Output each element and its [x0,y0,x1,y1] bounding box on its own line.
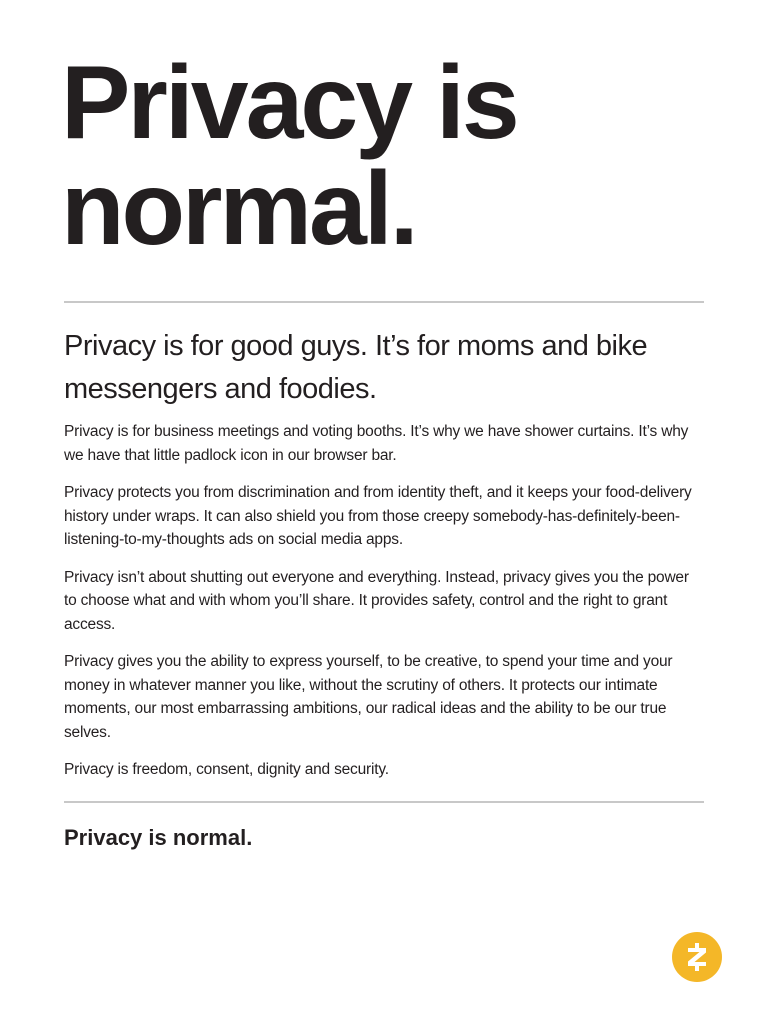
closing-statement: Privacy is normal. [64,825,253,850]
body-paragraph: Privacy is freedom, consent, dignity and security. [64,761,389,778]
headline-line-1: Privacy is [61,45,517,161]
top-divider [64,301,704,303]
bottom-divider [64,801,704,803]
lead-paragraph: Privacy is for good guys. It’s for moms and bike messengers and foodies. [64,330,648,405]
body-text [64,420,704,796]
body-paragraph: Privacy is for business meetings and voting booths. It’s why we have shower curtains. It’s why we have that little padlock icon in our browser bar. [64,423,689,464]
headline [61,45,721,267]
zcash-logo-icon [672,932,722,982]
document-page [61,0,704,1024]
headline-line-2: normal. [61,151,416,267]
zcash-logo-glyph [672,932,722,982]
body-paragraph: Privacy isn’t about shutting out everyone and everything. Instead, privacy gives you the power to choose what and with whom you’ll share. It provides safety, control and the right to grant access. [64,568,689,633]
body-paragraph: Privacy gives you the ability to express yourself, to be creative, to spend your time and your money in whatever manner you like, without the scrutiny of others. It protects our intimate moments, our most embarrassing ambitions, our radical ideas and the ability to be our true selves. [64,653,673,741]
body-paragraph: Privacy protects you from discrimination and from identity theft, and it keeps your food-delivery history under wraps. It can also shield you from those creepy somebody-has-definitely-been-listening-to-my-thoughts ads on social media apps. [64,484,692,548]
